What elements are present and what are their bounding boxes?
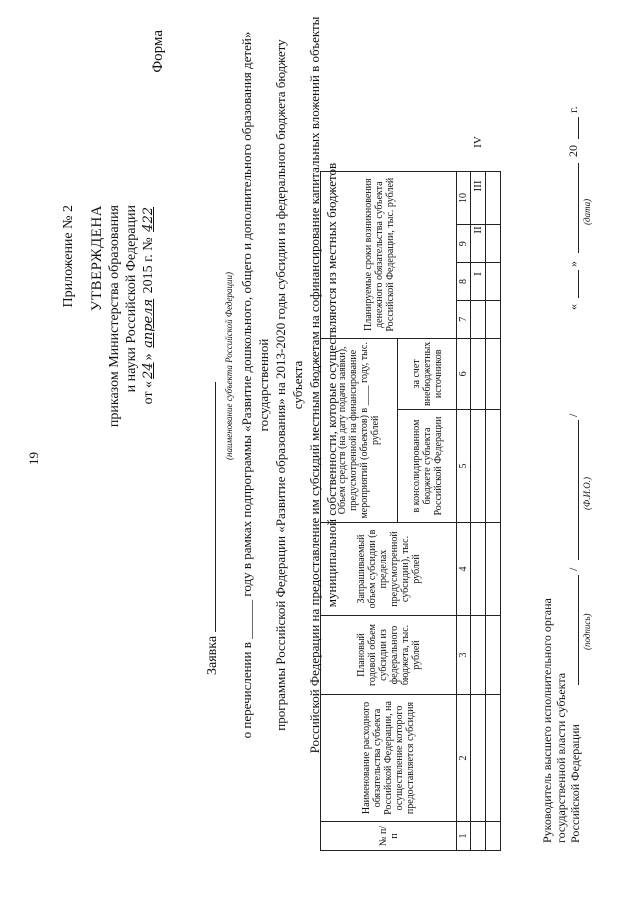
table-row (486, 171, 501, 850)
colnum-9: 9 (457, 225, 471, 263)
colnum-4: 4 (457, 523, 471, 616)
date-open-quote: « (566, 304, 580, 310)
col-header-terms-cell (321, 171, 457, 338)
application-title (205, 382, 221, 675)
signature-line (578, 575, 579, 685)
quarter-4: IV (472, 136, 484, 148)
colnum-2: 2 (457, 695, 471, 822)
order-year: 2015 г. № (141, 237, 156, 294)
col-header-requested-volume: Запрашиваемый объем субсидии (в пределах предусмотренной субсидии), тыс. рублей (321, 523, 457, 616)
quarter-3: III (472, 180, 484, 192)
approved-heading: УТВЕРЖДЕНА (89, 205, 105, 312)
col-header-number: № п/п (321, 822, 457, 851)
page-number: 19 (26, 452, 41, 465)
order-day-handwritten: 24 (141, 362, 156, 379)
signatory-line-2: государственной власти субъекта (554, 672, 568, 843)
colnum-1: 1 (457, 822, 471, 851)
colnum-6: 6 (457, 338, 471, 409)
order-number-handwritten: 422 (141, 207, 156, 232)
signature-caption: (подпись) (582, 613, 592, 650)
signatory-line-3: Российской Федерации (568, 724, 582, 843)
quarter-1: I (472, 272, 484, 276)
order-month-handwritten: апреля (141, 298, 156, 348)
intro-line-3: Российской Федерации на предоставление им субсидий местным бюджетам на софинансирование капитальных вложений в объекты (307, 16, 322, 754)
appendix-title: Приложение № 2 (61, 205, 76, 308)
intro-line-4: муниципальной собственности, которые осуществляются из местных бюджетов (324, 162, 339, 608)
colnum-8: 8 (457, 263, 471, 301)
col-header-planned-volume: Плановый годовой объем субсидии из федерального бюджета, тыс. рублей (321, 616, 457, 695)
ministry-line: и науки Российской Федерации (124, 205, 139, 393)
order-date-prefix: от « (141, 380, 156, 405)
year-suffix: г. (566, 106, 580, 113)
colnum-3: 3 (457, 616, 471, 695)
quarter-labels (472, 120, 484, 296)
colnum-5: 5 (457, 410, 471, 523)
document-sheet: 19 Приложение № 2 УТВЕРЖДЕНА приказом Министерства образования и науки Российской Федерации от «24» апреля 2015 г. № 422 Форма Заявка (наименование субъекта Российской Федерации) о перечислении в ______ году в рамках подпрограммы «Развитие дошкольного, общего и дополнительного образования детей» государственной программы Российской Федерации «Развитие образования» на 2013-2020 годы субсидии из федерального бюджета бюджету субъекта Российской Федерации на предоставление им субсидий местным бюджетам на софинансирование капитальных вложений в объекты муниципальной собственности, которые осуществляются из местных бюджетов № п/п Наименование расходного обязательства субъекта Российской Федерации, на осуществление которого предоставляется субсидия Плановый годовой объем субсидии из федерального бюджета, тыс. рублей Запрашиваемый объем субсидии (в пределах предусмотренной субсидии), тыс. рублей Объем средств (на дату подачи заявки), предусмотренной на финансирование мероприятий (объектов) в ____ году, тыс. рублей Планируемые сроки возникновения денежного обязательства субъекта Российской Федерации, тыс. рублей в консолидированном бюджете субъекта Российской Федерации за счет внебюджетных источников 1 2 3 4 5 6 7 8 9 10 I II III IV Руководитель высшего исполнительного органа государственной власти субъекта Российской Федерации (подпись) / (Ф.И.О.) / « » (дата) 20 г. (0, 0, 640, 905)
intro-line-1: о перечислении в ______ году в рамках подпрограммы «Развитие дошкольного, общего и дополнительного образования детей» государственной (239, 31, 271, 739)
colnum-10: 10 (457, 171, 471, 225)
date-close-quote: » (566, 261, 580, 267)
date-caption: (дата) (582, 198, 592, 225)
approval-block (60, 205, 157, 427)
signatory-line-1: Руководитель высшего исполнительного органа (540, 598, 554, 843)
order-date-mid: » (141, 353, 156, 361)
quarter-2: II (472, 226, 484, 234)
fio-caption: (Ф.И.О.) (582, 477, 592, 510)
column-numbers-row (457, 171, 471, 850)
approved-by-line: приказом Министерства образования (107, 205, 122, 428)
month-line (578, 163, 579, 253)
subject-name-blank (215, 382, 216, 632)
subject-name-caption: (наименование субъекта Российской Федерации) (224, 271, 234, 460)
col-header-consolidated-budget: в консолидированном бюджете субъекта Российской Федерации (398, 410, 457, 523)
col-header-obligation-name: Наименование расходного обязательства субъекта Российской Федерации, на осуществление которого предоставляется субсидия (321, 695, 457, 822)
col-header-extrabudgetary: за счет внебюджетных источников (398, 338, 457, 409)
order-date-line (140, 205, 157, 427)
signatory-block (540, 598, 582, 843)
form-label: Форма (150, 30, 166, 73)
fio-line (578, 420, 579, 560)
year-prefix: 20 (566, 145, 580, 157)
intro-line-2: программы Российской Федерации «Развитие образования» на 2013-2020 годы субсидии из федерального бюджета бюджету субъекта (273, 39, 305, 731)
colnum-7: 7 (457, 300, 471, 338)
col-header-funds: Объем средств (на дату подачи заявки), предусмотренной на финансирование мероприятий (объектов) в ____ году, тыс. рублей (321, 338, 398, 522)
year-line (578, 117, 579, 139)
day-line (578, 270, 579, 298)
application-word: Заявка (205, 635, 220, 675)
col-header-terms: Планируемые сроки возникновения денежного обязательства субъекта Российской Федерации, тыс. рублей (363, 177, 396, 332)
